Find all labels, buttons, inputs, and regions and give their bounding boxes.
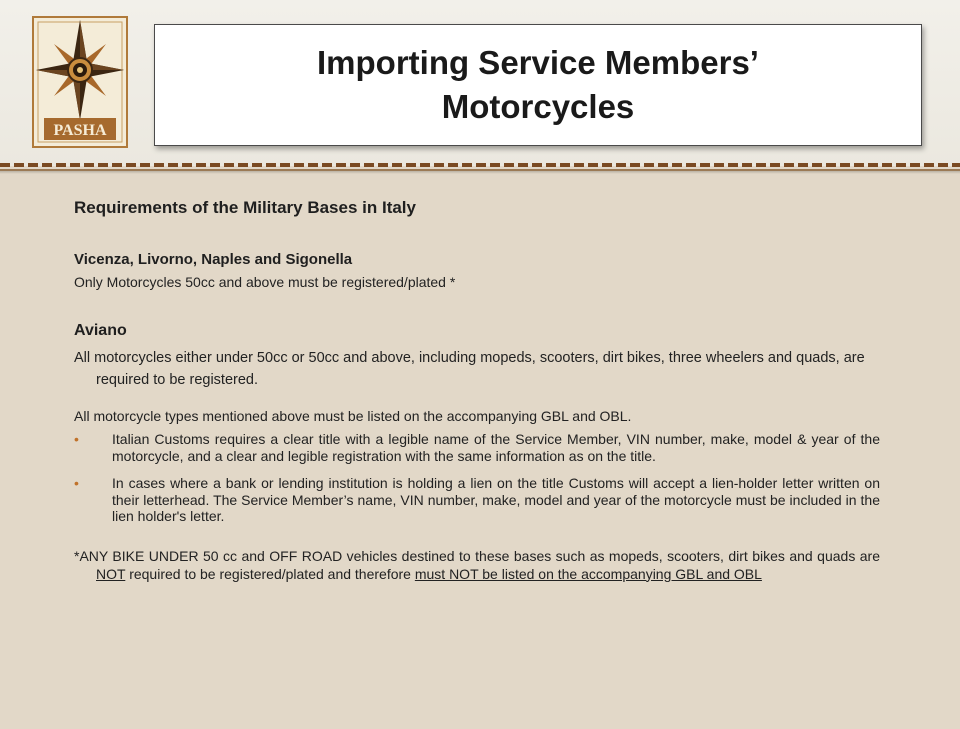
- bullet-icon: •: [74, 431, 79, 447]
- bullet-icon: •: [74, 475, 79, 491]
- title-box: [154, 24, 922, 146]
- aviano-title: Aviano: [74, 322, 127, 339]
- aviano-text: All motorcycles either under 50cc or 50cc and above, including mopeds, scooters, dirt bikes, three wheelers and quads, are required to be registered.: [74, 350, 865, 388]
- header-dashed-divider: [0, 163, 960, 167]
- title-line-2: Motorcycles: [441, 88, 635, 125]
- section-heading: Requirements of the Military Bases in Italy: [74, 198, 416, 217]
- listed-text: All motorcycle types mentioned above must be listed on the accompanying GBL and OBL.: [74, 408, 632, 424]
- header-divider-shadow: [0, 171, 960, 174]
- list-item: [74, 475, 880, 525]
- footnote-part-1: *ANY BIKE UNDER 50 cc and OFF ROAD vehicles destined to these bases such as mopeds, scooters, dirt bikes and quads are: [74, 547, 880, 564]
- pasha-compass-logo: [30, 14, 130, 150]
- bases-group-text: Only Motorcycles 50cc and above must be registered/plated *: [74, 274, 456, 290]
- footnote-not-word: NOT: [96, 565, 126, 582]
- list-item: [74, 431, 880, 464]
- list-item-text: In cases where a bank or lending institution is holding a lien on the title Customs will accept a lien-holder letter written on their letterhead. The Service Member’s name, VIN number, make, model and year of the motorcycle must be included in the lien holder's letter.: [112, 475, 880, 524]
- footnote: [74, 547, 880, 583]
- title-line-1: Importing Service Members’: [317, 44, 759, 81]
- footnote-part-2: required to be registered/plated and therefore: [125, 565, 415, 582]
- bases-group-title: Vicenza, Livorno, Naples and Sigonella: [74, 251, 353, 268]
- list-item-text: Italian Customs requires a clear title with a legible name of the Service Member, VIN number, make, model & year of the motorcycle, and a clear and legible registration with the same information as on the title.: [112, 431, 880, 464]
- svg-text:PASHA: PASHA: [53, 122, 107, 139]
- slide-header: [0, 0, 960, 166]
- slide-content: [74, 196, 880, 583]
- requirements-list: [74, 431, 880, 525]
- footnote-underlined-end: must NOT be listed on the accompanying GBL and OBL: [414, 565, 762, 582]
